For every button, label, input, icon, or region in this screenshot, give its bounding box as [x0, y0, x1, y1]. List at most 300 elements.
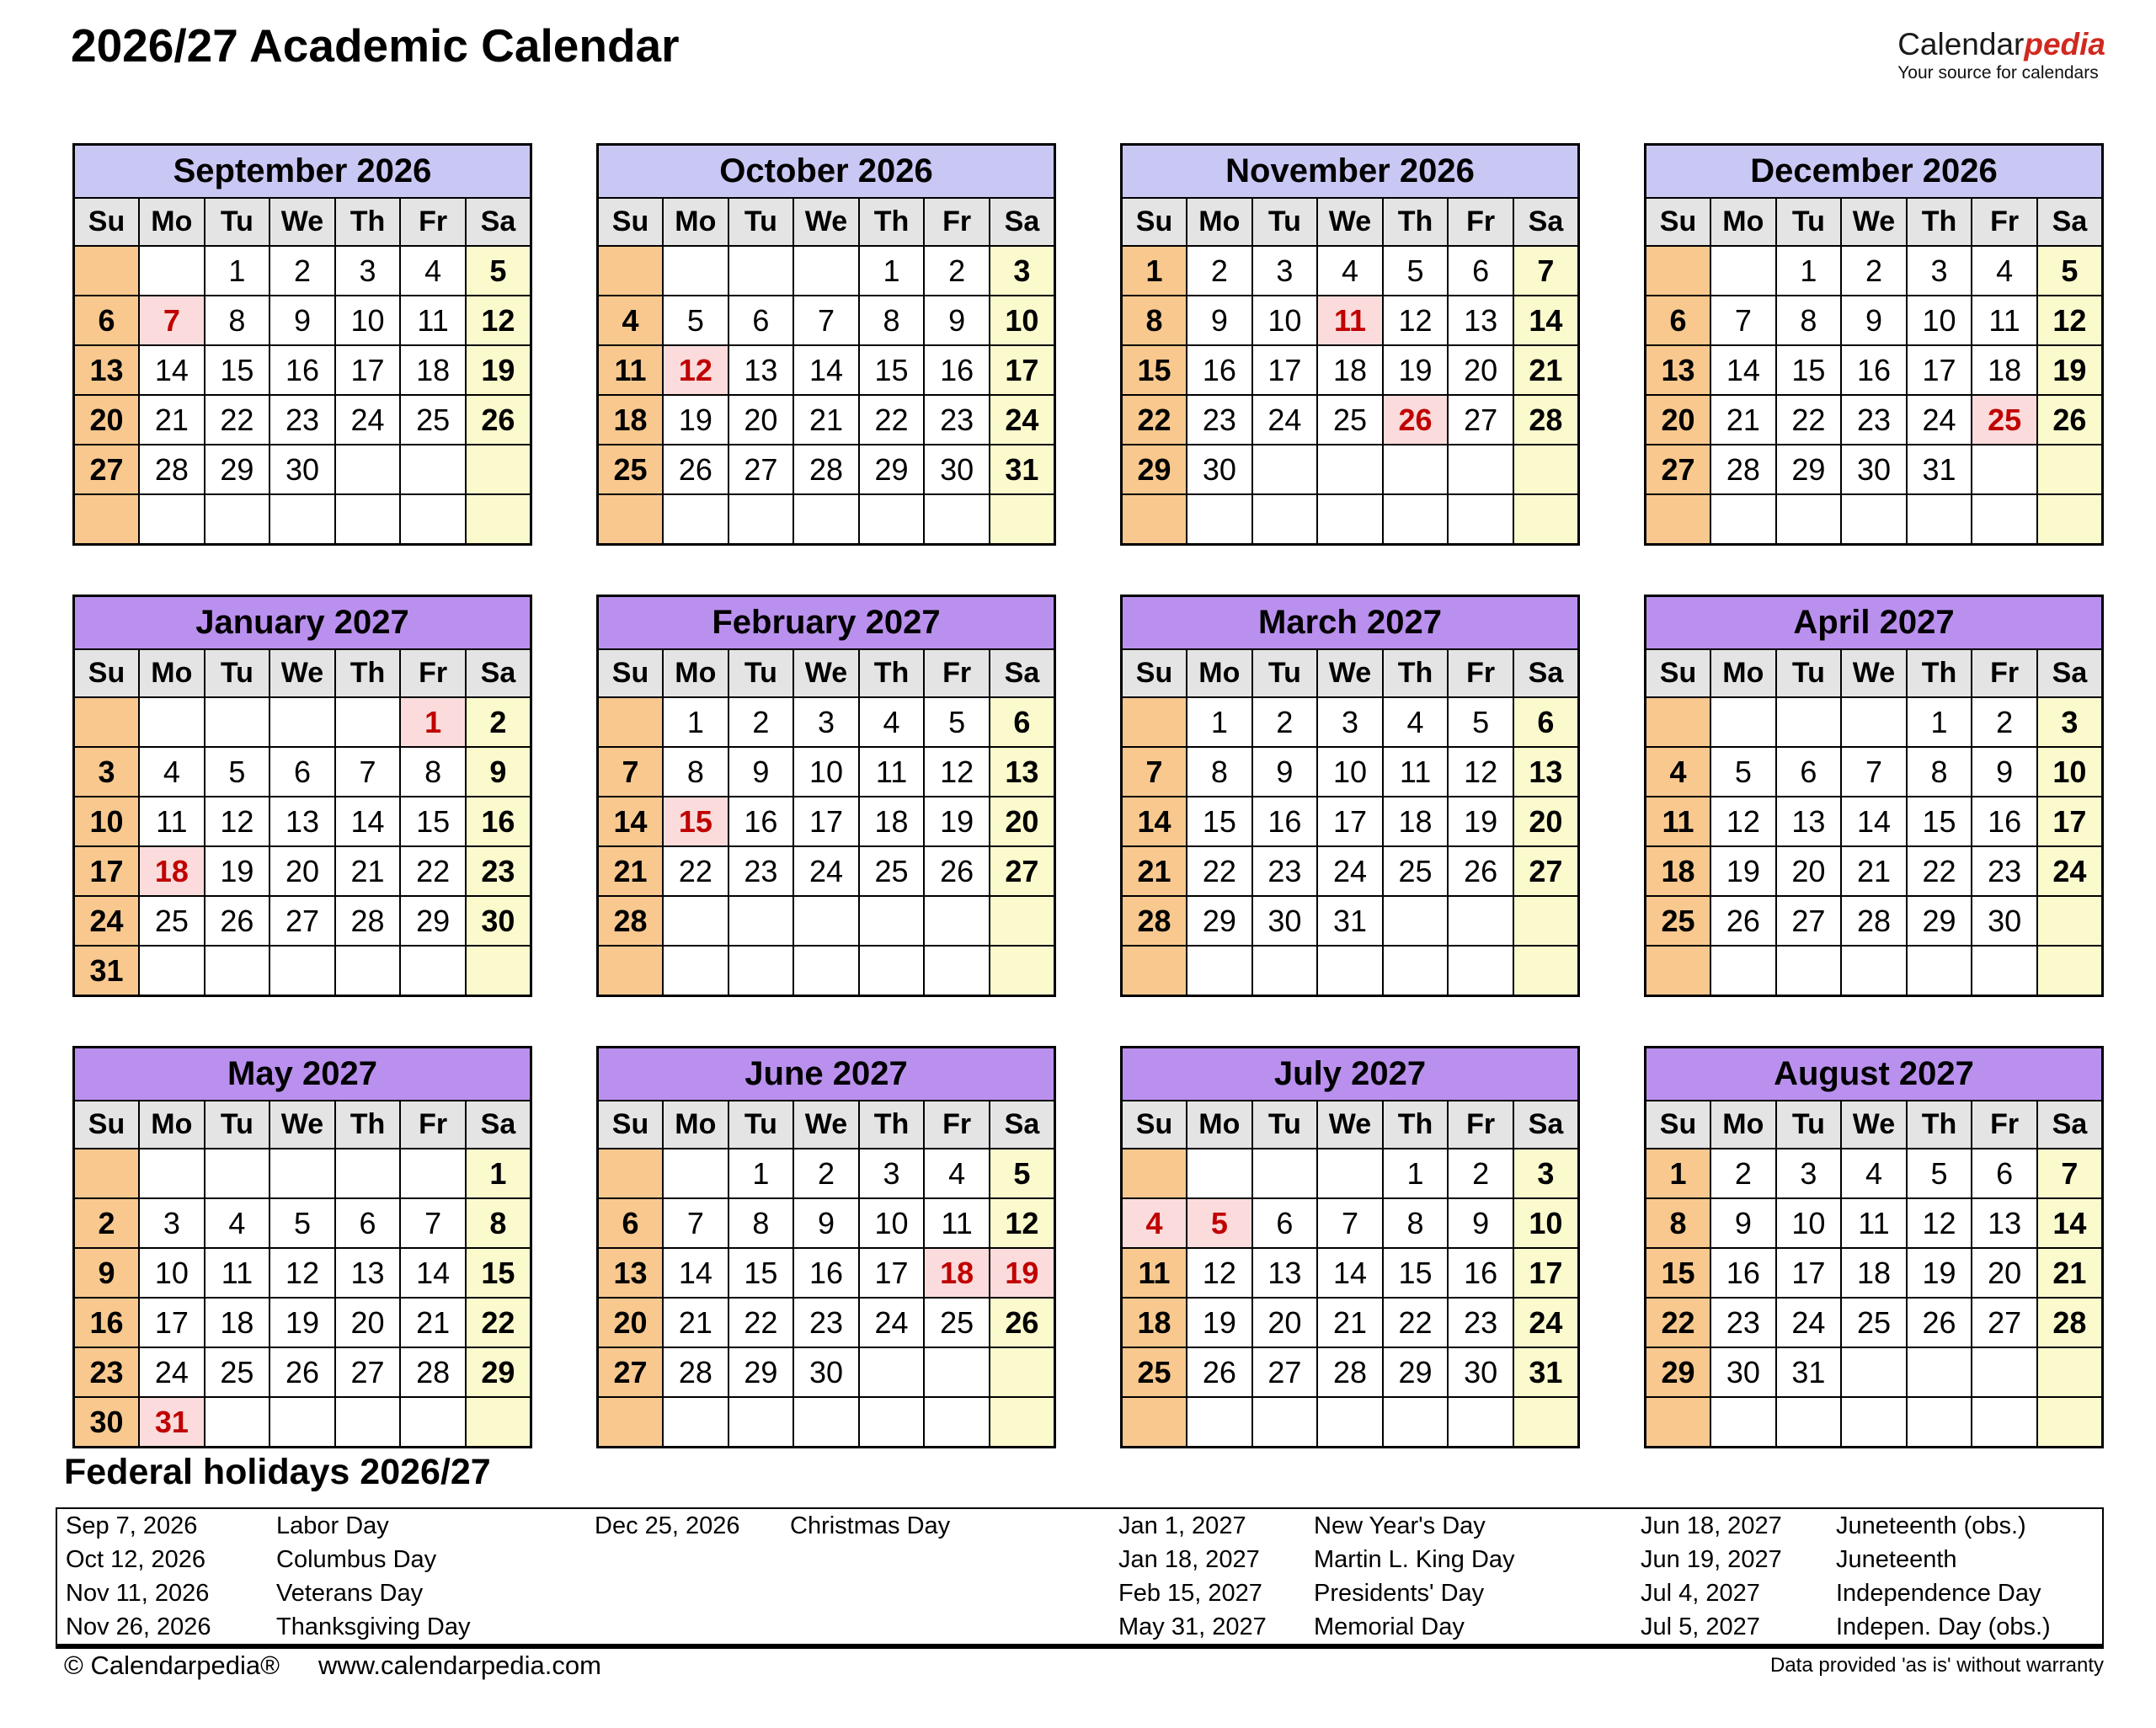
date-cell: 24: [1317, 846, 1383, 896]
date-cell: 3: [2037, 697, 2103, 747]
date-cell: 13: [1646, 345, 1711, 395]
day-header-cell: Sa: [1513, 198, 1579, 246]
date-cell: 27: [1972, 1298, 2037, 1347]
date-cell: 2: [1252, 697, 1318, 747]
week-row: [74, 797, 531, 846]
date-cell: 18: [1646, 846, 1711, 896]
day-header-row: [1646, 198, 2103, 246]
date-cell: 2: [1841, 246, 1907, 296]
day-header-cell: Sa: [2037, 1101, 2103, 1149]
date-cell: 5: [1383, 246, 1449, 296]
week-row: [1122, 345, 1579, 395]
empty-cell: [924, 1397, 990, 1448]
day-header-cell: Su: [1646, 198, 1711, 246]
holiday-name: Labor Day: [276, 1512, 389, 1539]
date-cell: 11: [1841, 1198, 1907, 1248]
date-cell: 23: [924, 395, 990, 445]
day-header-cell: Su: [1646, 1101, 1711, 1149]
week-row: [1122, 296, 1579, 345]
date-cell: 26: [1187, 1347, 1252, 1397]
week-row: [1646, 246, 2103, 296]
empty-cell: [728, 494, 794, 545]
empty-cell: [1187, 1149, 1252, 1198]
empty-cell: [728, 1397, 794, 1448]
month-calendar: [72, 143, 532, 546]
empty-cell: [793, 1397, 859, 1448]
empty-cell: [2037, 1397, 2103, 1448]
day-header-cell: We: [270, 649, 335, 697]
day-header-cell: We: [270, 198, 335, 246]
logo-brand-prefix: Calendar: [1897, 27, 2025, 61]
date-cell: 8: [1383, 1198, 1449, 1248]
date-cell: 13: [990, 747, 1055, 797]
holiday-row: [57, 1576, 2102, 1610]
date-cell: 4: [400, 246, 466, 296]
week-row: [74, 296, 531, 345]
date-cell: 25: [1646, 896, 1711, 946]
date-cell: 20: [598, 1298, 664, 1347]
date-cell: 24: [990, 395, 1055, 445]
date-cell: 9: [1841, 296, 1907, 345]
empty-cell: [335, 445, 401, 494]
month-body: [598, 246, 1055, 545]
month-header-row: [598, 145, 1055, 199]
date-cell: 1: [859, 246, 925, 296]
date-cell: 27: [1513, 846, 1579, 896]
day-header-cell: Fr: [924, 198, 990, 246]
date-cell: 3: [139, 1198, 205, 1248]
date-cell: 18: [598, 395, 664, 445]
week-row: [598, 846, 1055, 896]
date-cell: 31: [1513, 1347, 1579, 1397]
date-cell: 10: [990, 296, 1055, 345]
date-cell: 8: [400, 747, 466, 797]
date-cell: 27: [270, 896, 335, 946]
holiday-name: [790, 1576, 1118, 1610]
empty-cell: [663, 1149, 728, 1198]
date-cell: 4: [139, 747, 205, 797]
date-cell: 7: [400, 1198, 466, 1248]
week-row: [74, 846, 531, 896]
week-row: [74, 1248, 531, 1298]
date-cell: 5: [990, 1149, 1055, 1198]
date-cell: 5: [2037, 246, 2103, 296]
date-cell: 8: [1907, 747, 1972, 797]
date-cell: 2: [1448, 1149, 1513, 1198]
month-body: [74, 697, 531, 996]
week-row: [1122, 797, 1579, 846]
empty-cell: [270, 1397, 335, 1448]
day-header-cell: Th: [335, 198, 401, 246]
month-body: [74, 1149, 531, 1448]
date-cell: 15: [1187, 797, 1252, 846]
month-title: July 2027: [1122, 1048, 1579, 1101]
date-cell: 18: [1383, 797, 1449, 846]
date-cell: 18: [1972, 345, 2037, 395]
date-cell: 9: [924, 296, 990, 345]
date-cell: 15: [1776, 345, 1842, 395]
date-cell: 12: [270, 1248, 335, 1298]
holiday-date-cell: 31: [139, 1397, 205, 1448]
date-cell: 14: [1841, 797, 1907, 846]
date-cell: 24: [139, 1347, 205, 1397]
date-cell: 2: [1187, 246, 1252, 296]
date-cell: 28: [1710, 445, 1776, 494]
date-cell: 25: [205, 1347, 270, 1397]
date-cell: 1: [1122, 246, 1187, 296]
date-cell: 22: [1187, 846, 1252, 896]
empty-cell: [1122, 697, 1187, 747]
week-row: [1122, 896, 1579, 946]
date-cell: 10: [2037, 747, 2103, 797]
date-cell: 26: [270, 1347, 335, 1397]
date-cell: 22: [466, 1298, 531, 1347]
date-cell: 26: [924, 846, 990, 896]
empty-cell: [924, 1347, 990, 1397]
day-header-cell: We: [1317, 198, 1383, 246]
date-cell: 3: [1776, 1149, 1842, 1198]
day-header-cell: Fr: [400, 1101, 466, 1149]
date-cell: 7: [1317, 1198, 1383, 1248]
empty-cell: [1317, 1397, 1383, 1448]
empty-cell: [1448, 946, 1513, 996]
date-cell: 7: [598, 747, 664, 797]
date-cell: 10: [1776, 1198, 1842, 1248]
date-cell: 24: [1776, 1298, 1842, 1347]
holiday-row: [57, 1543, 2102, 1576]
empty-cell: [400, 1397, 466, 1448]
holiday-date: Jun 18, 2027: [1641, 1512, 1782, 1539]
date-cell: 27: [1252, 1347, 1318, 1397]
date-cell: 6: [1646, 296, 1711, 345]
empty-cell: [1383, 946, 1449, 996]
week-row: [1646, 1248, 2103, 1298]
date-cell: 31: [990, 445, 1055, 494]
date-cell: 4: [1841, 1149, 1907, 1198]
calendarpedia-logo[interactable]: [1897, 29, 2105, 83]
month-header-row: [598, 596, 1055, 650]
month-calendar: [1644, 595, 2104, 997]
day-header-cell: Th: [335, 649, 401, 697]
empty-cell: [270, 494, 335, 545]
week-row: [598, 797, 1055, 846]
date-cell: 1: [1187, 697, 1252, 747]
date-cell: 21: [335, 846, 401, 896]
empty-cell: [1187, 494, 1252, 545]
month-header-row: [1122, 596, 1579, 650]
date-cell: 6: [335, 1198, 401, 1248]
date-cell: 29: [728, 1347, 794, 1397]
empty-cell: [74, 494, 140, 545]
empty-cell: [335, 494, 401, 545]
empty-cell: [1972, 1397, 2037, 1448]
date-cell: 27: [1776, 896, 1842, 946]
month-header-row: [1122, 145, 1579, 199]
date-cell: 21: [400, 1298, 466, 1347]
date-cell: 17: [1317, 797, 1383, 846]
date-cell: 12: [990, 1198, 1055, 1248]
date-cell: 15: [400, 797, 466, 846]
empty-cell: [793, 946, 859, 996]
day-header-cell: Mo: [139, 198, 205, 246]
date-cell: 11: [205, 1248, 270, 1298]
date-cell: 16: [1448, 1248, 1513, 1298]
empty-cell: [335, 697, 401, 747]
date-cell: 23: [793, 1298, 859, 1347]
date-cell: 30: [1252, 896, 1318, 946]
empty-cell: [859, 494, 925, 545]
empty-cell: [466, 946, 531, 996]
empty-cell: [1448, 445, 1513, 494]
day-header-cell: Tu: [205, 198, 270, 246]
month-body: [1646, 246, 2103, 545]
date-cell: 10: [1317, 747, 1383, 797]
day-header-cell: Tu: [1252, 649, 1318, 697]
date-cell: 14: [1513, 296, 1579, 345]
day-header-cell: Mo: [1187, 1101, 1252, 1149]
month-calendar: [1120, 1046, 1580, 1448]
day-header-cell: Tu: [205, 1101, 270, 1149]
date-cell: 5: [924, 697, 990, 747]
footer-disclaimer: Data provided 'as is' without warranty: [1769, 1654, 2104, 1677]
date-cell: 2: [793, 1149, 859, 1198]
date-cell: 9: [270, 296, 335, 345]
date-cell: 1: [1383, 1149, 1449, 1198]
month-calendar: [72, 595, 532, 997]
date-cell: 26: [466, 395, 531, 445]
date-cell: 4: [598, 296, 664, 345]
date-cell: 23: [1252, 846, 1318, 896]
holiday-date-cell: 7: [139, 296, 205, 345]
date-cell: 21: [139, 395, 205, 445]
day-header-cell: We: [1841, 1101, 1907, 1149]
date-cell: 3: [1907, 246, 1972, 296]
empty-cell: [1317, 445, 1383, 494]
date-cell: 31: [1317, 896, 1383, 946]
empty-cell: [1383, 445, 1449, 494]
month-body: [1646, 697, 2103, 996]
date-cell: 21: [2037, 1248, 2103, 1298]
date-cell: 30: [1710, 1347, 1776, 1397]
date-cell: 26: [205, 896, 270, 946]
date-cell: 7: [1710, 296, 1776, 345]
date-cell: 16: [1710, 1248, 1776, 1298]
empty-cell: [598, 697, 664, 747]
empty-cell: [990, 946, 1055, 996]
date-cell: 24: [2037, 846, 2103, 896]
date-cell: 5: [663, 296, 728, 345]
empty-cell: [924, 946, 990, 996]
date-cell: 9: [1252, 747, 1318, 797]
day-header-cell: Su: [1122, 198, 1187, 246]
date-cell: 1: [1646, 1149, 1711, 1198]
date-cell: 29: [1776, 445, 1842, 494]
day-header-cell: Su: [74, 198, 140, 246]
date-cell: 16: [1841, 345, 1907, 395]
empty-cell: [1710, 1397, 1776, 1448]
day-header-row: [1122, 1101, 1579, 1149]
day-header-cell: Sa: [466, 198, 531, 246]
date-cell: 9: [1972, 747, 2037, 797]
date-cell: 21: [1841, 846, 1907, 896]
empty-cell: [1513, 896, 1579, 946]
date-cell: 12: [1187, 1248, 1252, 1298]
date-cell: 28: [1841, 896, 1907, 946]
month-calendar: [72, 1046, 532, 1448]
date-cell: 23: [1972, 846, 2037, 896]
date-cell: 4: [924, 1149, 990, 1198]
day-header-cell: Sa: [990, 1101, 1055, 1149]
date-cell: 7: [1513, 246, 1579, 296]
empty-cell: [1841, 946, 1907, 996]
date-cell: 24: [1907, 395, 1972, 445]
day-header-cell: Fr: [1972, 198, 2037, 246]
day-header-cell: Th: [335, 1101, 401, 1149]
day-header-cell: Mo: [1710, 1101, 1776, 1149]
date-cell: 4: [1317, 246, 1383, 296]
date-cell: 25: [598, 445, 664, 494]
month-header-row: [74, 1048, 531, 1101]
date-cell: 23: [1841, 395, 1907, 445]
month-calendar: [1644, 143, 2104, 546]
month-calendar: [596, 595, 1056, 997]
date-cell: 19: [2037, 345, 2103, 395]
date-cell: 14: [1317, 1248, 1383, 1298]
date-cell: 30: [270, 445, 335, 494]
date-cell: 22: [1776, 395, 1842, 445]
empty-cell: [74, 1149, 140, 1198]
week-row: [1646, 896, 2103, 946]
day-header-cell: Fr: [1448, 649, 1513, 697]
week-row: [598, 1149, 1055, 1198]
empty-cell: [139, 1149, 205, 1198]
week-row: [1646, 846, 2103, 896]
date-cell: 12: [205, 797, 270, 846]
empty-cell: [598, 946, 664, 996]
date-cell: 6: [1513, 697, 1579, 747]
date-cell: 8: [1122, 296, 1187, 345]
date-cell: 28: [598, 896, 664, 946]
month-title: February 2027: [598, 596, 1055, 650]
day-header-cell: Fr: [924, 1101, 990, 1149]
empty-cell: [1513, 946, 1579, 996]
empty-cell: [990, 896, 1055, 946]
day-header-cell: Th: [1907, 198, 1972, 246]
date-cell: 22: [1122, 395, 1187, 445]
month-body: [598, 1149, 1055, 1448]
date-cell: 27: [728, 445, 794, 494]
day-header-cell: Sa: [2037, 649, 2103, 697]
week-row: [1122, 395, 1579, 445]
empty-cell: [335, 1149, 401, 1198]
empty-cell: [466, 494, 531, 545]
date-cell: 25: [1317, 395, 1383, 445]
day-header-cell: Su: [74, 1101, 140, 1149]
month-calendar: [596, 1046, 1056, 1448]
day-header-cell: We: [1841, 198, 1907, 246]
day-header-cell: Sa: [466, 649, 531, 697]
date-cell: 10: [1907, 296, 1972, 345]
date-cell: 4: [205, 1198, 270, 1248]
date-cell: 12: [2037, 296, 2103, 345]
day-header-row: [1646, 649, 2103, 697]
day-header-row: [74, 649, 531, 697]
week-row: [74, 345, 531, 395]
week-row: [1646, 946, 2103, 996]
date-cell: 20: [335, 1298, 401, 1347]
holiday-name: New Year's Day: [1314, 1512, 1486, 1539]
empty-cell: [1841, 494, 1907, 545]
month-title: October 2026: [598, 145, 1055, 199]
empty-cell: [728, 946, 794, 996]
date-cell: 17: [1252, 345, 1318, 395]
logo-tagline: Your source for calendars: [1897, 62, 2099, 83]
holiday-name: [790, 1610, 1118, 1644]
empty-cell: [1646, 1397, 1711, 1448]
empty-cell: [859, 946, 925, 996]
day-header-cell: Tu: [728, 198, 794, 246]
empty-cell: [1317, 1149, 1383, 1198]
empty-cell: [1252, 1397, 1318, 1448]
date-cell: 25: [139, 896, 205, 946]
date-cell: 22: [1907, 846, 1972, 896]
day-header-cell: Th: [1383, 649, 1449, 697]
date-cell: 12: [1710, 797, 1776, 846]
day-header-cell: We: [793, 198, 859, 246]
date-cell: 29: [1907, 896, 1972, 946]
date-cell: 23: [74, 1347, 140, 1397]
date-cell: 14: [1122, 797, 1187, 846]
day-header-cell: We: [793, 1101, 859, 1149]
week-row: [74, 1149, 531, 1198]
week-row: [1122, 1397, 1579, 1448]
date-cell: 26: [990, 1298, 1055, 1347]
holiday-name: Veterans Day: [276, 1579, 424, 1607]
holiday-date: Nov 26, 2026: [66, 1613, 211, 1640]
holiday-date-cell: 15: [663, 797, 728, 846]
date-cell: 10: [335, 296, 401, 345]
calendar-grid: [72, 143, 2104, 1448]
week-row: [598, 1397, 1055, 1448]
date-cell: 25: [400, 395, 466, 445]
date-cell: 11: [1383, 747, 1449, 797]
empty-cell: [1907, 494, 1972, 545]
week-row: [74, 494, 531, 545]
date-cell: 17: [335, 345, 401, 395]
month-title: March 2027: [1122, 596, 1579, 650]
week-row: [1122, 445, 1579, 494]
date-cell: 2: [74, 1198, 140, 1248]
holiday-row: [57, 1509, 2102, 1543]
date-cell: 2: [1710, 1149, 1776, 1198]
day-header-row: [1122, 649, 1579, 697]
date-cell: 22: [663, 846, 728, 896]
date-cell: 30: [1972, 896, 2037, 946]
empty-cell: [1646, 697, 1711, 747]
empty-cell: [1646, 494, 1711, 545]
empty-cell: [1122, 494, 1187, 545]
month-calendar: [1120, 143, 1580, 546]
empty-cell: [1646, 246, 1711, 296]
day-header-cell: Th: [1907, 649, 1972, 697]
month-title: December 2026: [1646, 145, 2103, 199]
holiday-date: [595, 1610, 790, 1644]
date-cell: 7: [793, 296, 859, 345]
empty-cell: [2037, 946, 2103, 996]
week-row: [1122, 1248, 1579, 1298]
date-cell: 5: [466, 246, 531, 296]
website-link[interactable]: www.calendarpedia.com: [318, 1651, 601, 1680]
